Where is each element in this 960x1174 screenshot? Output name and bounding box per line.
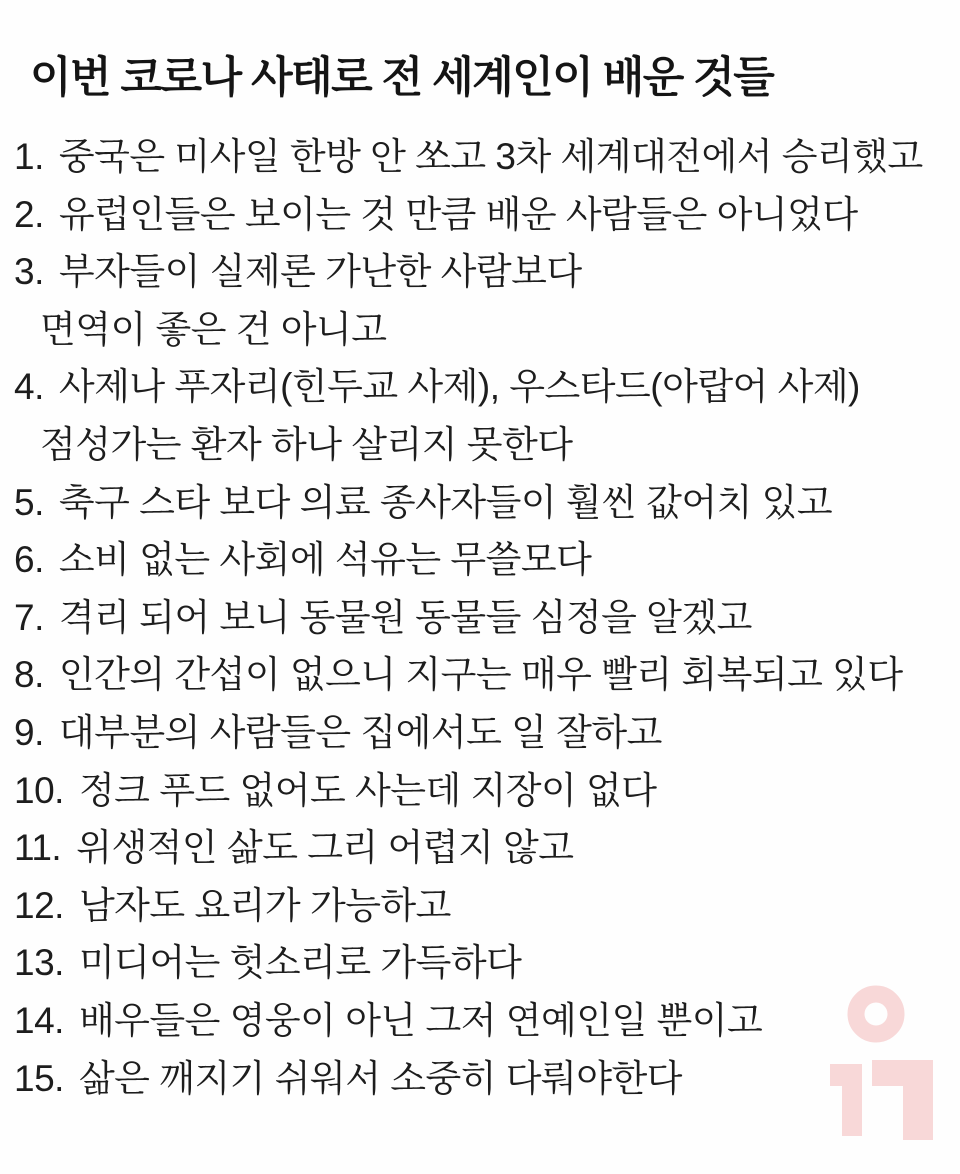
item-text: 사제나 푸자리(힌두교 사제), 우스타드(아랍어 사제)	[58, 366, 860, 408]
watermark-right-stroke	[872, 1060, 933, 1140]
list-item	[14, 416, 954, 474]
item-text: 대부분의 사람들은 집에서도 일 잘하고	[58, 711, 662, 753]
item-number: 2.	[14, 193, 44, 235]
item-text: 축구 스타 보다 의료 종사자들이 훨씬 값어치 있고	[58, 481, 833, 523]
watermark-ring	[856, 994, 896, 1034]
page-title: 이번 코로나 사태로 전 세계인이 배운 것들	[30, 54, 774, 102]
list-item	[14, 819, 954, 877]
item-number: 11.	[14, 827, 62, 869]
list-item	[14, 358, 954, 416]
item-text: 소비 없는 사회에 석유는 무쓸모다	[58, 539, 592, 581]
item-text: 중국은 미사일 한방 안 쏘고 3차 세계대전에서 승리했고	[58, 136, 923, 177]
list-item	[14, 934, 954, 992]
item-text: 인간의 간섭이 없으니 지구는 매우 빨리 회복되고 있다	[58, 654, 903, 696]
watermark-left-stroke	[830, 1064, 862, 1136]
item-number: 10.	[14, 769, 64, 811]
item-text: 면역이 좋은 건 아니고	[40, 308, 387, 350]
watermark-logo	[828, 982, 960, 1154]
item-number: 3.	[14, 251, 44, 293]
item-number: 7.	[14, 596, 44, 638]
item-number: 5.	[14, 481, 44, 523]
item-text: 유럽인들은 보이는 것 만큼 배운 사람들은 아니었다	[58, 193, 858, 235]
list-item	[14, 877, 954, 935]
item-number: 9.	[14, 711, 44, 753]
list-item	[14, 762, 954, 820]
list-item	[14, 128, 954, 186]
item-text: 정크 푸드 없어도 사는데 지장이 없다	[78, 769, 657, 811]
item-number: 14.	[14, 999, 64, 1041]
item-text: 남자도 요리가 가능하고	[78, 884, 451, 926]
item-number: 6.	[14, 539, 44, 581]
list-item	[14, 301, 954, 359]
item-text: 점성가는 환자 하나 살리지 못한다	[40, 423, 573, 465]
list-item	[14, 186, 954, 244]
list-item	[14, 704, 954, 762]
item-number: 15.	[14, 1057, 64, 1099]
list-item	[14, 474, 954, 532]
list-item	[14, 646, 954, 704]
list-item	[14, 589, 954, 647]
item-text: 부자들이 실제론 가난한 사람보다	[58, 251, 582, 293]
item-number: 13.	[14, 942, 64, 984]
item-text: 삶은 깨지기 쉬워서 소중히 다뤄야한다	[78, 1057, 682, 1099]
item-number: 8.	[14, 654, 44, 696]
item-number: 4.	[14, 366, 44, 408]
list	[14, 128, 954, 1107]
list-item	[14, 531, 954, 589]
list-item	[14, 992, 954, 1050]
list-item	[14, 243, 954, 301]
item-number: 12.	[14, 884, 64, 926]
item-text: 미디어는 헛소리로 가득하다	[78, 942, 522, 984]
item-text: 격리 되어 보니 동물원 동물들 심정을 알겠고	[58, 596, 752, 638]
item-text: 위생적인 삶도 그리 어렵지 않고	[76, 827, 574, 869]
item-text: 배우들은 영웅이 아닌 그저 연예인일 뿐이고	[78, 999, 763, 1041]
item-number: 1.	[14, 136, 44, 177]
list-item	[14, 1050, 954, 1108]
